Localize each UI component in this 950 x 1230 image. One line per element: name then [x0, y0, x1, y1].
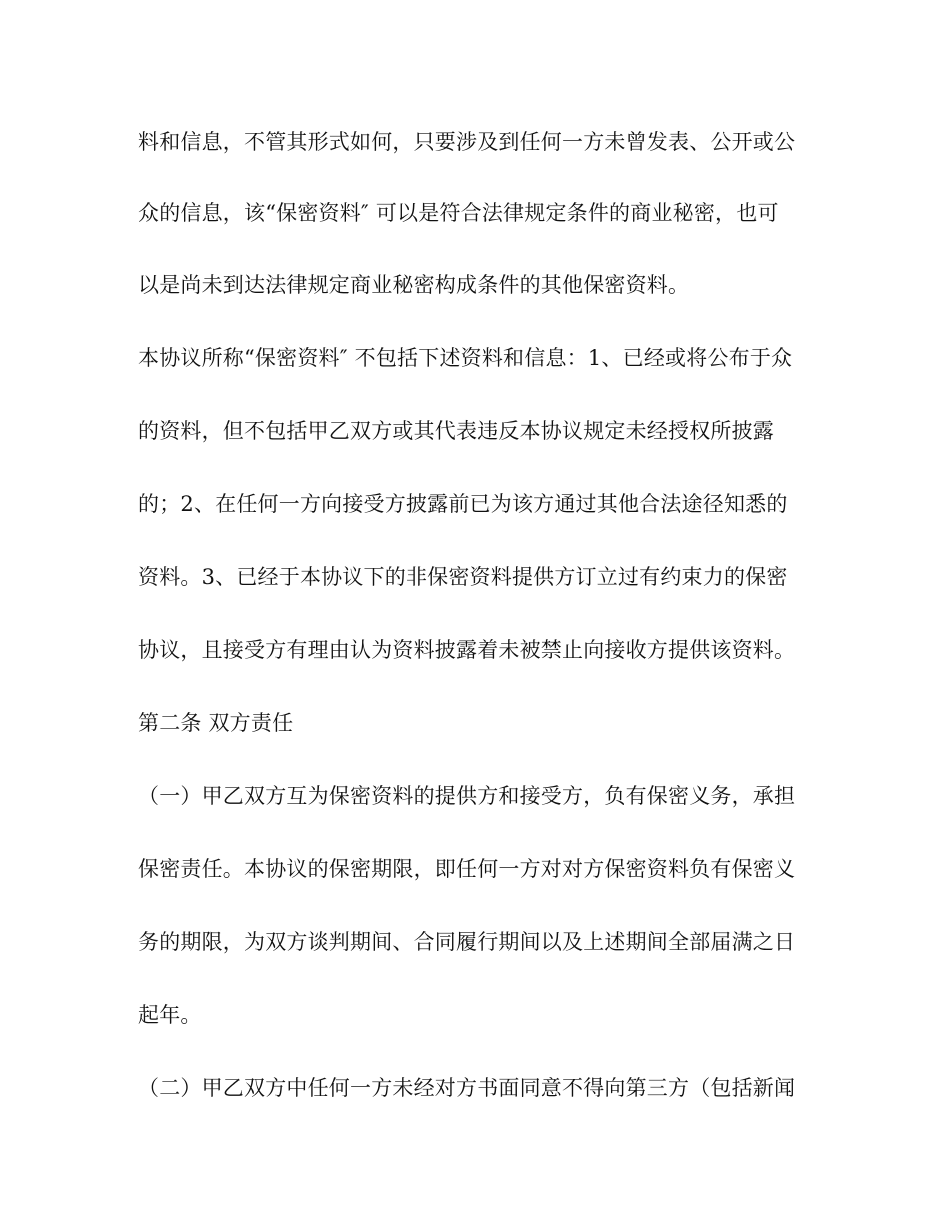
text-line: （二）甲乙双方中任何一方未经对方书面同意不得向第三方（包括新闻: [138, 1076, 796, 1100]
text-line: （一）甲乙双方互为保密资料的提供方和接受方，负有保密义务，承担: [138, 784, 796, 808]
text-line: 的资料，但不包括甲乙双方或其代表违反本协议规定未经授权所披露: [138, 419, 774, 443]
text-line: 协议，且接受方有理由认为资料披露着未被禁止向接收方提供该资料。: [138, 638, 796, 662]
text-line: 资料。3、已经于本协议下的非保密资料提供方订立过有约束力的保密: [138, 565, 788, 589]
text-line: 众的信息，该“保密资料″ 可以是符合法律规定条件的商业秘密，也可: [138, 201, 779, 225]
text-line: 的；2、在任何一方向接受方披露前已为该方通过其他合法途径知悉的: [138, 492, 788, 516]
text-line: 料和信息，不管其形式如何，只要涉及到任何一方未曾发表、公开或公: [138, 130, 796, 154]
text-line: 本协议所称“保密资料″ 不包括下述资料和信息：1、已经或将公布于众: [138, 346, 793, 370]
text-line: 保密责任。本协议的保密期限，即任何一方对对方保密资料负有保密义: [138, 857, 796, 881]
section-heading: 第二条 双方责任: [138, 711, 294, 735]
text-line: 务的期限，为双方谈判期间、合同履行期间以及上述期间全部届满之日: [138, 930, 796, 954]
text-line: 以是尚未到达法律规定商业秘密构成条件的其他保密资料。: [138, 273, 690, 297]
text-line: 起年。: [138, 1003, 202, 1027]
